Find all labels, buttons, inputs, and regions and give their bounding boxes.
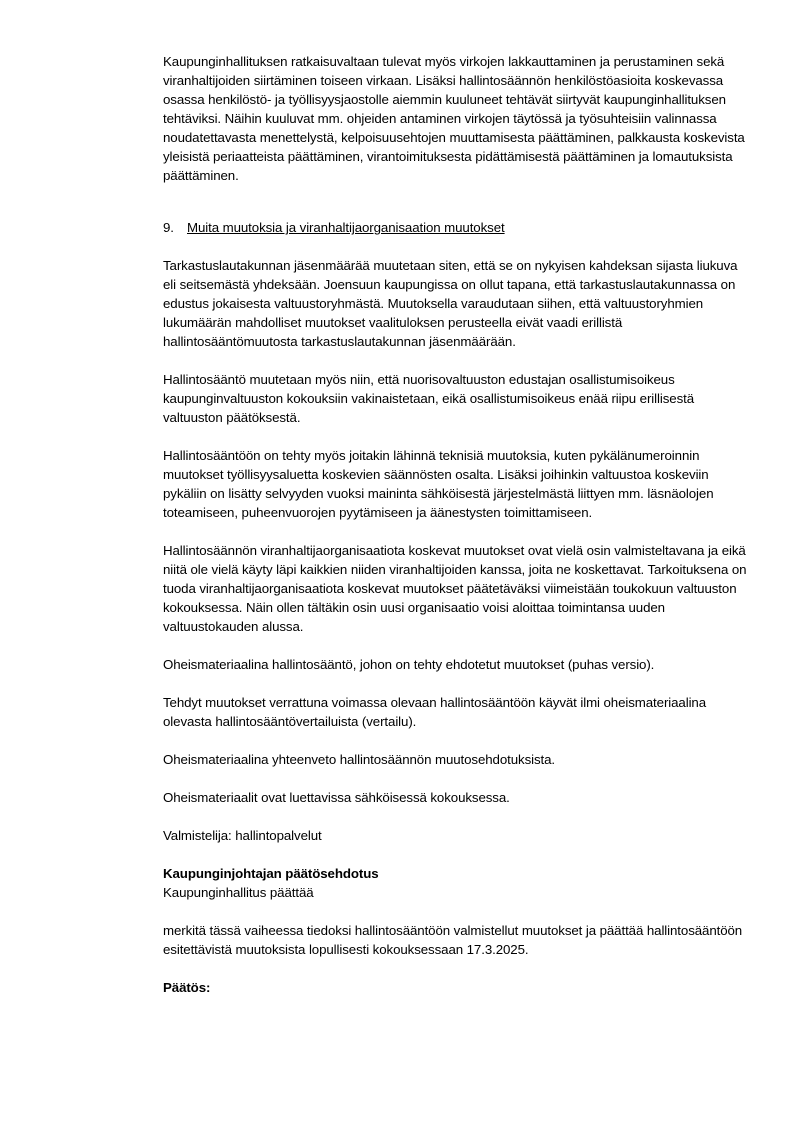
- document-page: [163, 52, 753, 997]
- spacer: [163, 636, 753, 655]
- spacer: [163, 351, 753, 370]
- preparer-line: Valmistelija: hallintopalvelut: [163, 828, 322, 843]
- paragraph-attachments-available: Oheismateriaalit ovat luettavissa sähköisessä kokouksessa.: [163, 790, 510, 805]
- spacer: [163, 731, 753, 750]
- paragraph-youth-council: Hallintosääntö muutetaan myös niin, että nuorisovaltuuston edustajan osallistumisoikeus kaupunginvaltuuston kokouksiin vakinaistetaan, eikä osallistumisoikeus enää riipu erillisestä valtuuston päätöksestä.: [163, 372, 695, 425]
- paragraph-attachment-clean-version: Oheismateriaalina hallintosääntö, johon on tehty ehdotetut muutokset (puhas versio).: [163, 657, 655, 672]
- intro-paragraph: Kaupunginhallituksen ratkaisuvaltaan tulevat myös virkojen lakkauttaminen ja perustaminen sekä viranhaltijoiden siirtäminen toiseen virkaan. Lisäksi hallintosäännön henkilöstöasioita koskevassa osassa henkilöstö- ja työllisyysjaostolle aiemmin kuuluneet tehtävät siirtyvät kaupunginhallituksen tehtäviksi. Näihin kuuluvat mm. ohjeiden antaminen virkojen täytössä ja työsuhteisiin valinnassa noudatettavasta menettelystä, kelpoisuusehtojen muuttamisesta päättäminen, palkkausta koskevista yleisistä periaatteista päättäminen, virantoimituksesta pidättämisestä päättäminen ja lomautuksista päättäminen.: [163, 54, 745, 183]
- spacer: [163, 807, 753, 826]
- proposal-text: merkitä tässä vaiheessa tiedoksi hallintosääntöön valmistellut muutokset ja päättää hallintosääntöön esitettävistä muutoksista lopullisesti kokouksessaan 17.3.2025.: [163, 923, 743, 957]
- section-number: 9.: [163, 220, 174, 235]
- spacer: [163, 237, 753, 256]
- spacer: [163, 959, 753, 978]
- section-heading: [163, 218, 753, 237]
- proposal-subheading: Kaupunginhallitus päättää: [163, 885, 314, 900]
- paragraph-attachment-comparison: Tehdyt muutokset verrattuna voimassa olevaan hallintosääntöön käyvät ilmi oheismateriaalina olevasta hallintosääntövertailuista (vertailu).: [163, 695, 707, 729]
- spacer: [163, 427, 753, 446]
- paragraph-audit-committee: Tarkastuslautakunnan jäsenmäärää muutetaan siten, että se on nykyisen kahdeksan sijasta liukuva eli seitsemästä yhdeksään. Joensuun kaupungissa on ollut tapana, että tarkastuslautakunnassa on edustus jokaisesta valtuustoryhmästä. Muutoksella varaudutaan siihen, että valtuustoryhmien lukumäärän mahdolliset muutokset vaalituloksen perusteella eivät vaadi erillistä hallintosääntömuutosta tarkastuslautakunnan jäsenmäärään.: [163, 258, 738, 349]
- proposal-heading: Kaupunginjohtajan päätösehdotus: [163, 866, 379, 881]
- paragraph-attachment-summary: Oheismateriaalina yhteenveto hallintosäännön muutosehdotuksista.: [163, 752, 556, 767]
- spacer: [163, 902, 753, 921]
- spacer: [163, 522, 753, 541]
- paragraph-organisation-changes: Hallintosäännön viranhaltijaorganisaatiota koskevat muutokset ovat vielä osin valmisteltavana ja eikä niitä ole vielä käyty läpi kaikkien niiden viranhaltijoiden kanssa, joita ne koskettavat. Tarkoituksena on tuoda viranhaltijaorganisaatiota koskevat muutokset päätetäväksi viimeistään toukokuun valtuuston kokouksessa. Näin ollen tältäkin osin uusi organisaatio voisi aloittaa toimintansa uuden valtuustokauden alussa.: [163, 543, 747, 634]
- spacer: [163, 845, 753, 864]
- decision-label: Päätös:: [163, 980, 211, 995]
- paragraph-technical-changes: Hallintosääntöön on tehty myös joitakin lähinnä teknisiä muutoksia, kuten pykälänumeroinnin muutokset työllisyysaluetta koskevien säännösten osalta. Lisäksi joihinkin valtuustoa koskeviin pykäliin on lisätty selvyyden vuoksi maininta sähköisestä järjestelmästä liittyen mm. läsnäolojen toteamiseen, puheenvuorojen pyytämiseen ja äänestysten toimittamiseen.: [163, 448, 714, 520]
- spacer: [163, 185, 753, 218]
- spacer: [163, 674, 753, 693]
- spacer: [163, 769, 753, 788]
- section-title: Muita muutoksia ja viranhaltijaorganisaation muutokset: [187, 220, 505, 235]
